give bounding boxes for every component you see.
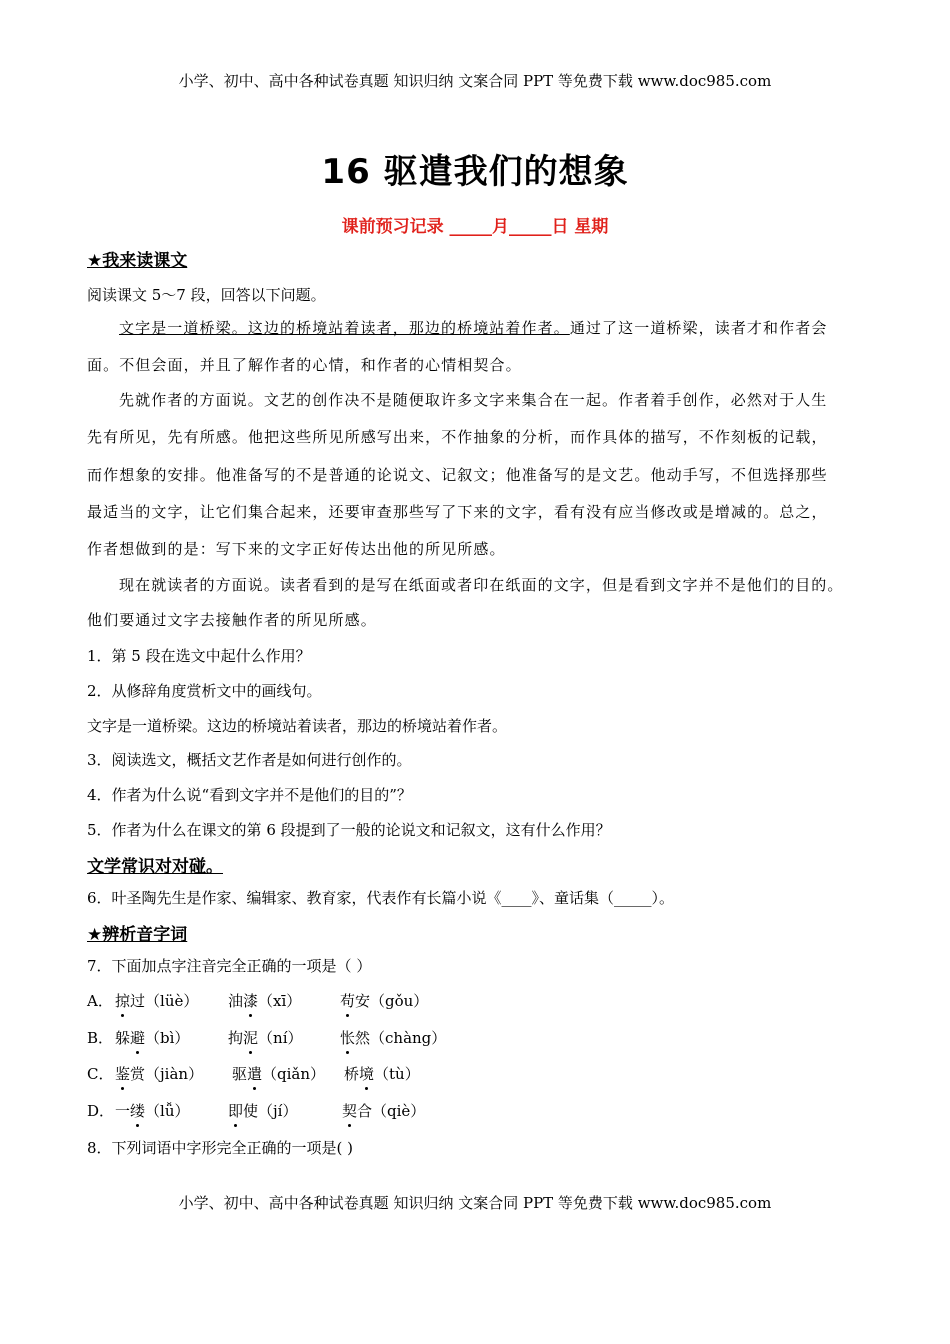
dotted-char: 遣 <box>247 1065 263 1083</box>
question-4: 4．作者为什么说“看到文字并不是他们的目的”？ <box>87 786 412 804</box>
dotted-char: 苟 <box>340 992 356 1010</box>
page-footer: 小学、初中、高中各种试卷真题 知识归纳 文案合同 PPT 等免费下载 www.doc985.com <box>178 1194 772 1212</box>
page-title: 16 驱遣我们的想象 <box>321 152 629 192</box>
option-label: A． <box>87 992 113 1010</box>
dotted-char: 缕 <box>130 1102 146 1120</box>
option-item: 油漆（xī） <box>228 992 302 1010</box>
passage-line: 而作想象的安排。他准备写的不是普通的论说文、记叙文；他准备写的是文艺。他动手写，不但选择那些 <box>87 466 828 484</box>
passage-line: 最适当的文字，让它们集合起来，还要审查那些写了下来的文字，看有没有应当修改或是增减的。总之， <box>87 503 828 521</box>
option-label: C． <box>87 1065 114 1083</box>
passage-text: 通过了这一道桥梁，读者才和作者会 <box>569 319 828 337</box>
option-item: 怅然（chàng） <box>340 1029 447 1047</box>
page-header: 小学、初中、高中各种试卷真题 知识归纳 文案合同 PPT 等免费下载 www.doc985.com <box>178 72 772 90</box>
dotted-char: 避 <box>130 1029 146 1047</box>
option-item: 即使（jí） <box>228 1102 298 1120</box>
question-5: 5．作者为什么在课文的第 6 段提到了一般的论说文和记叙文，这有什么作用？ <box>87 821 611 839</box>
option-item: 躲避（bì） <box>115 1029 190 1047</box>
passage-line: 作者想做到的是：写下来的文字正好传达出他的所见所感。 <box>87 540 506 558</box>
preview-record-line: 课前预习记录 _____月_____日 星期 <box>341 217 609 237</box>
option-item: 一缕（lǚ） <box>115 1102 190 1120</box>
passage-line: 先就作者的方面说。文艺的创作决不是随便取许多文字来集合在一起。作者着手创作，必然对于人生 <box>119 391 828 409</box>
option-d <box>87 1100 426 1121</box>
question-6: 6．叶圣陶先生是作家、编辑家、教育家，代表作有长篇小说《____》、童话集（_____）。 <box>87 889 675 907</box>
dotted-char: 即 <box>228 1102 244 1120</box>
question-7: 7．下面加点字注音完全正确的一项是（ ） <box>87 957 372 975</box>
dotted-char: 契 <box>342 1102 358 1120</box>
option-label: D． <box>87 1102 115 1120</box>
dotted-char: 怅 <box>340 1029 356 1047</box>
dotted-char: 掠 <box>115 992 131 1010</box>
option-item: 驱遣（qiǎn） <box>232 1065 326 1083</box>
option-item: 掠过（lüè） <box>115 992 199 1010</box>
passage-line: 先有所见，先有所感。他把这些所见所感写出来，不作抽象的分析，而作具体的描写，不作刻板的记载， <box>87 428 828 446</box>
question-8: 8．下列词语中字形完全正确的一项是( ) <box>87 1139 354 1157</box>
passage-line: 面。不但会面，并且了解作者的心情，和作者的心情相契合。 <box>87 356 522 374</box>
passage-line: 他们要通过文字去接触作者的所见所感。 <box>87 611 377 629</box>
option-label: B． <box>87 1029 114 1047</box>
section-heading-pronunciation: ★辨析音字词 <box>87 925 188 945</box>
reading-instruction: 阅读课文 5～7 段，回答以下问题。 <box>87 286 326 304</box>
section-heading-literature: 文学常识对对碰。 <box>87 857 223 877</box>
option-item: 桥境（tù） <box>344 1065 420 1083</box>
question-1: 1．第 5 段在选文中起什么作用？ <box>87 647 311 665</box>
question-3: 3．阅读选文，概括文艺作者是如何进行创作的。 <box>87 751 412 769</box>
dotted-char: 境 <box>359 1065 375 1083</box>
underlined-sentence: 文字是一道桥梁。这边的桥境站着读者，那边的桥境站着作者。 <box>119 319 570 337</box>
option-item: 鉴赏（jiàn） <box>115 1065 204 1083</box>
question-2: 2．从修辞角度赏析文中的画线句。 <box>87 682 322 700</box>
passage-line: 现在就读者的方面说。读者看到的是写在纸面或者印在纸面的文字，但是看到文字并不是他们的目的。 <box>119 576 844 594</box>
option-c <box>87 1063 420 1084</box>
option-a <box>87 990 429 1011</box>
dotted-char: 鉴 <box>115 1065 131 1083</box>
passage-line <box>119 317 827 338</box>
option-item: 拘泥（ní） <box>228 1029 303 1047</box>
dotted-char: 泥 <box>243 1029 259 1047</box>
option-item: 契合（qiè） <box>342 1102 426 1120</box>
option-item: 苟安（gǒu） <box>340 992 429 1010</box>
dotted-char: 漆 <box>243 992 259 1010</box>
section-heading-read: ★我来读课文 <box>87 251 188 271</box>
question-2-quote: 文字是一道桥梁。这边的桥境站着读者，那边的桥境站着作者。 <box>87 717 508 735</box>
option-b <box>87 1027 447 1048</box>
